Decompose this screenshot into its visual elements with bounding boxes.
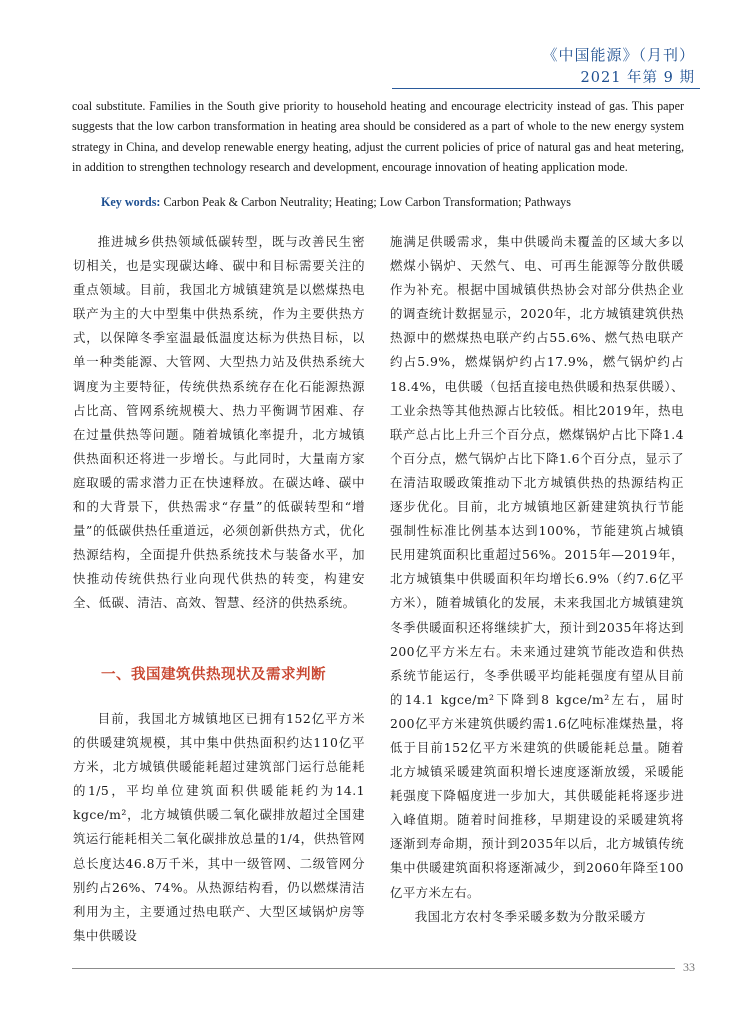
intro-paragraph: 推进城乡供热领域低碳转型，既与改善民生密切相关，也是实现碳达峰、碳中和目标需要关注的重点领域。目前，我国北方城镇建筑是以燃煤热电联产为主的大中型集中供热系统，作为主要供热方式，以保障冬季室温最低温度达标为供热目标，以单一种类能源、大管网、大型热力站及供热系统大调度为主要特征，传统供热系统存在化石能源热源占比高、管网系统规模大、热力平衡调节困难、存在过量供热等问题。随着城镇化率提升，北方城镇供热面积还将进一步增长。与此同时，大量南方家庭取暖的需求潜力正在快速释放。在碳达峰、碳中和的大背景下，供热需求“存量”的低碳转型和“增量”的低碳供热任重道远，必须创新供热方式，优化热源结构，全面提升供热系统技术与装备水平，加快推动传统供热行业向现代供热的转变，构建安全、低碳、清洁、高效、智慧、经济的供热系统。 bbox=[73, 234, 365, 611]
intro-paragraph-block bbox=[73, 230, 365, 616]
section-paragraph: 目前，我国北方城镇地区已拥有152亿平方米的供暖建筑规模，其中集中供热面积约达110亿平方米，北方城镇供暖能耗超过建筑部门运行总能耗的1/5，平均单位建筑面积供暖能耗约为14.1 kgce/m²，北方城镇供暖二氧化碳排放超过全国建筑运行能耗相关二氧化碳排放总量的1/4，供热管网总长度达46.8万千米，其中一级管网、二级管网分别约占26%、74%。从热源结构看，仍以燃煤清洁利用为主，主要通过热电联产、大型区域锅炉房等集中供暖设 bbox=[73, 711, 365, 943]
footer-rule bbox=[72, 968, 675, 969]
section-paragraph-block bbox=[73, 707, 365, 948]
journal-title: 《中国能源》（月刊） bbox=[542, 46, 695, 64]
section-heading: 一、我国建筑供热现状及需求判断 bbox=[101, 667, 326, 683]
right-paragraph-rural: 我国北方农村冬季采暖多数为分散采暖方 bbox=[414, 908, 646, 924]
english-abstract: coal substitute. Families in the South give priority to household heating and encourage electricity instead of gas. This paper suggests that the low carbon transformation in heating area should be considered as a part of whole to the new energy system strategy in China, and develop renewable energy heating, adjust the current policies of price of natural gas and heat metering, in addition to strengthen technology research and development, encourage innovation of heating application mode. bbox=[72, 99, 684, 174]
keywords-text: Carbon Peak & Carbon Neutrality; Heating; Low Carbon Transformation; Pathways bbox=[163, 195, 571, 209]
issue-number: 2021 年第 9 期 bbox=[580, 70, 695, 86]
page-number: 33 bbox=[683, 960, 695, 974]
header-rule bbox=[392, 88, 700, 89]
keywords-label: Key words: bbox=[101, 195, 161, 209]
right-paragraph-continued: 施满足供暖需求，集中供暖尚未覆盖的区域大多以燃煤小锅炉、天然气、电、可再生能源等分散供暖作为补充。根据中国城镇供热协会对部分供热企业的调查统计数据显示，2020年，北方城镇建筑供热热源中的燃煤热电联产约占55.6%、燃气热电联产约占5.9%，燃煤锅炉约占17.9%，燃气锅炉约占18.4%，电供暖（包括直接电热供暖和热泵供暖）、工业余热等其他热源占比较低。相比2019年，热电联产总占比上升三个百分点，燃煤锅炉占比下降1.4个百分点，燃气锅炉占比下降1.6个百分点，显示了在清洁取暖政策推动下北方城镇供热的热源结构正逐步优化。目前，北方城镇地区新建建筑执行节能强制性标准比例基本达到100%，节能建筑占城镇民用建筑面积比重超过56%。2015年—2019年，北方城镇集中供暖面积年均增长6.9%（约7.6亿平方米），随着城镇化的发展，未来我国北方城镇建筑冬季供暖面积还将继续扩大，预计到2035年将达到200亿平方米左右。未来通过建筑节能改造和供热系统节能运行，冬季供暖平均能耗强度有望从目前的14.1 kgce/m²下降到8 kgce/m²左右，届时200亿平方米建筑供暖约需1.6亿吨标准煤热量，将低于目前152亿平方米建筑的供暖能耗总量。随着北方城镇采暖建筑面积增长速度逐渐放缓，采暖能耗强度下降幅度进一步加大，其供暖能耗将逐步进入峰值期。随着时间推移，早期建设的采暖建筑将逐渐到寿命期，预计到2035年以后，北方城镇传统集中供暖建筑面积将逐渐减少，到2060年降至100亿平方米左右。 bbox=[390, 234, 684, 900]
right-column bbox=[390, 230, 684, 929]
keywords-line bbox=[101, 195, 571, 210]
